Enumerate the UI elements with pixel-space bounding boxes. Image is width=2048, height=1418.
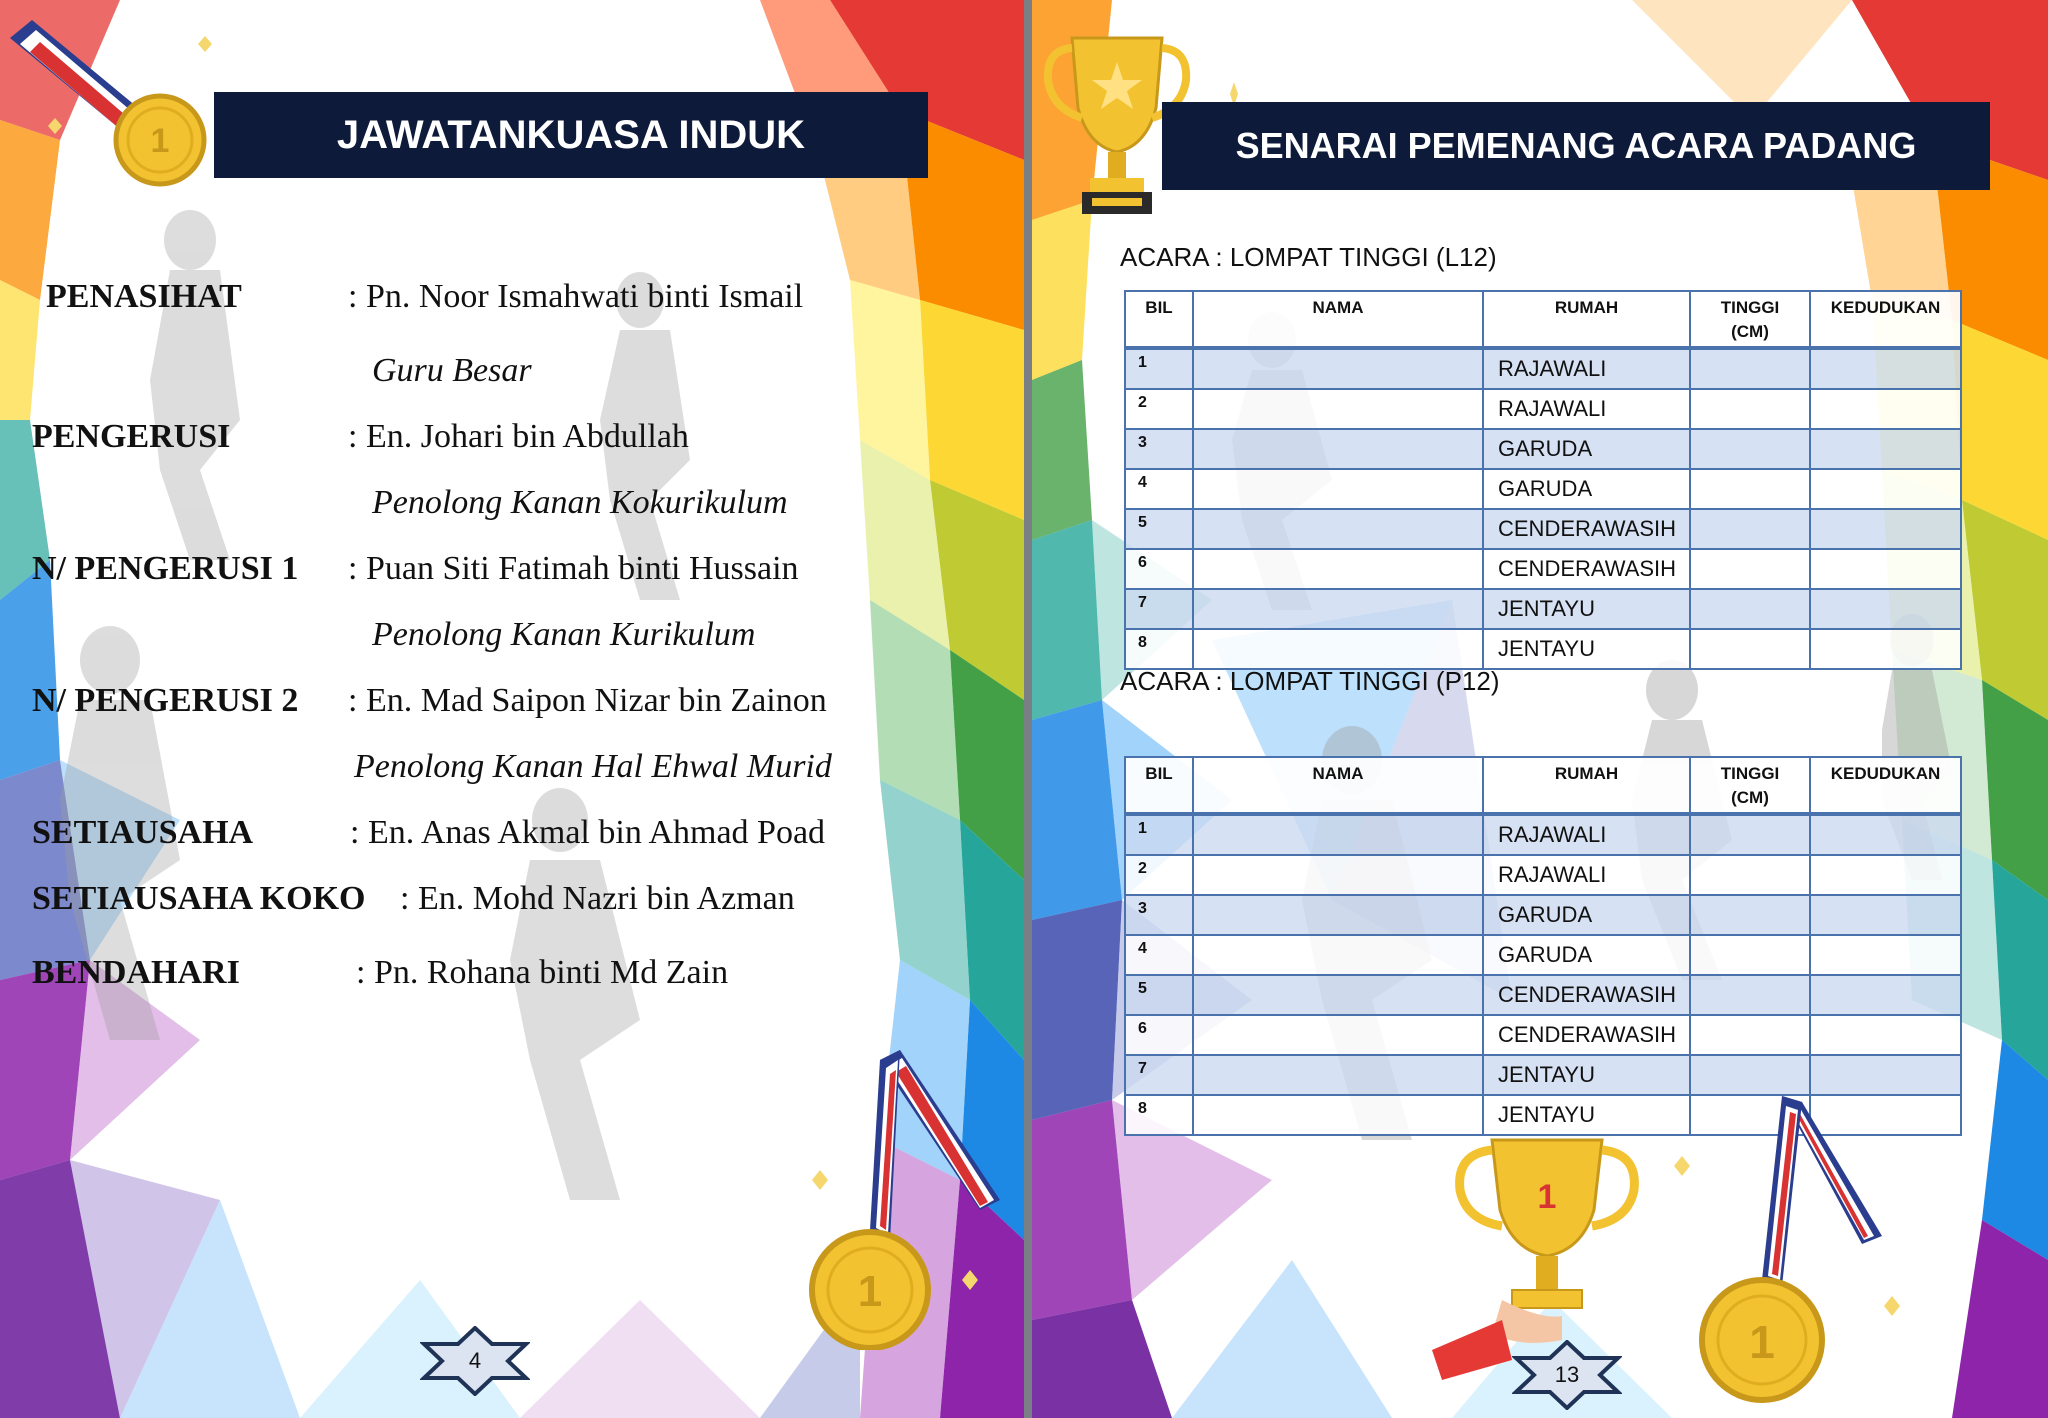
table-header-row <box>1125 757 1961 814</box>
table-row <box>1125 429 1961 469</box>
cell-bil: 7 <box>1125 589 1193 629</box>
cell-bil: 8 <box>1125 629 1193 669</box>
cell-tinggi[interactable] <box>1690 855 1810 895</box>
table-row <box>1125 549 1961 589</box>
svg-text:1: 1 <box>1749 1316 1775 1368</box>
cell-rumah: CENDERAWASIH <box>1483 549 1690 589</box>
cell-nama[interactable] <box>1193 895 1483 935</box>
cell-bil: 6 <box>1125 549 1193 589</box>
cell-tinggi[interactable] <box>1690 629 1810 669</box>
results-table-l12 <box>1124 290 1962 670</box>
cell-rumah: CENDERAWASIH <box>1483 509 1690 549</box>
cell-tinggi[interactable] <box>1690 469 1810 509</box>
cell-kedudukan[interactable] <box>1810 814 1961 855</box>
page-number: 13 <box>1554 1362 1580 1387</box>
cell-bil: 3 <box>1125 895 1193 935</box>
committee-role-setiausaha: SETIAUSAHA <box>32 814 254 851</box>
committee-name-penasihat: : Pn. Noor Ismahwati binti Ismail <box>348 278 804 315</box>
cell-tinggi[interactable] <box>1690 895 1810 935</box>
table-header-row <box>1125 291 1961 348</box>
committee-position-naib-pengerusi-1: Penolong Kanan Kurikulum <box>372 616 756 653</box>
cell-rumah: GARUDA <box>1483 469 1690 509</box>
cell-kedudukan[interactable] <box>1810 509 1961 549</box>
col-header-tinggi: TINGGI (CM) <box>1690 757 1810 814</box>
committee-name-setiausaha-koko: : En. Mohd Nazri bin Azman <box>400 880 795 917</box>
cell-tinggi[interactable] <box>1690 935 1810 975</box>
cell-kedudukan[interactable] <box>1810 1055 1961 1095</box>
cell-kedudukan[interactable] <box>1810 469 1961 509</box>
cell-kedudukan[interactable] <box>1810 429 1961 469</box>
cell-bil: 1 <box>1125 814 1193 855</box>
cell-tinggi[interactable] <box>1690 549 1810 589</box>
gold-medal-icon <box>800 1050 1020 1350</box>
cell-nama[interactable] <box>1193 814 1483 855</box>
gold-medal-icon <box>1652 1096 1912 1406</box>
cell-nama[interactable] <box>1193 855 1483 895</box>
committee-role-naib-pengerusi-1: N/ PENGERUSI 1 <box>32 550 299 587</box>
cell-tinggi[interactable] <box>1690 975 1810 1015</box>
cell-rumah: RAJAWALI <box>1483 855 1690 895</box>
committee-position-pengerusi: Penolong Kanan Kokurikulum <box>372 484 788 521</box>
col-header-bil: BIL <box>1125 757 1193 814</box>
svg-text:1: 1 <box>1537 1178 1557 1216</box>
cell-nama[interactable] <box>1193 1015 1483 1055</box>
committee-name-pengerusi: : En. Johari bin Abdullah <box>348 418 689 455</box>
col-header-tinggi: TINGGI (CM) <box>1690 291 1810 348</box>
cell-bil: 4 <box>1125 469 1193 509</box>
cell-nama[interactable] <box>1193 549 1483 589</box>
table-row <box>1125 589 1961 629</box>
cell-nama[interactable] <box>1193 389 1483 429</box>
cell-rumah: GARUDA <box>1483 429 1690 469</box>
table-row <box>1125 509 1961 549</box>
cell-bil: 6 <box>1125 1015 1193 1055</box>
committee-role-penasihat: PENASIHAT <box>46 278 242 315</box>
cell-nama[interactable] <box>1193 348 1483 389</box>
cell-nama[interactable] <box>1193 429 1483 469</box>
cell-kedudukan[interactable] <box>1810 589 1961 629</box>
cell-rumah: JENTAYU <box>1483 1095 1690 1135</box>
cell-bil: 4 <box>1125 935 1193 975</box>
cell-tinggi[interactable] <box>1690 589 1810 629</box>
committee-position-naib-pengerusi-2: Penolong Kanan Hal Ehwal Murid <box>354 748 832 785</box>
cell-tinggi[interactable] <box>1690 348 1810 389</box>
col-header-nama: NAMA <box>1193 291 1483 348</box>
cell-nama[interactable] <box>1193 509 1483 549</box>
committee-role-bendahari: BENDAHARI <box>32 954 240 991</box>
page-title: JAWATANKUASA INDUK <box>214 92 928 178</box>
cell-rumah: CENDERAWASIH <box>1483 1015 1690 1055</box>
svg-text:1: 1 <box>857 1267 883 1316</box>
table-row <box>1125 1055 1961 1095</box>
cell-bil: 2 <box>1125 389 1193 429</box>
cell-rumah: GARUDA <box>1483 895 1690 935</box>
committee-role-naib-pengerusi-2: N/ PENGERUSI 2 <box>32 682 299 719</box>
committee-position-penasihat: Guru Besar <box>372 352 532 389</box>
committee-name-naib-pengerusi-1: : Puan Siti Fatimah binti Hussain <box>348 550 799 587</box>
cell-kedudukan[interactable] <box>1810 549 1961 589</box>
committee-name-setiausaha: : En. Anas Akmal bin Ahmad Poad <box>350 814 826 851</box>
table-row <box>1125 814 1961 855</box>
cell-rumah: CENDERAWASIH <box>1483 975 1690 1015</box>
cell-tinggi[interactable] <box>1690 1055 1810 1095</box>
col-header-bil: BIL <box>1125 291 1193 348</box>
committee-role-pengerusi: PENGERUSI <box>32 418 231 455</box>
cell-bil: 5 <box>1125 509 1193 549</box>
results-table-p12 <box>1124 756 1962 1136</box>
table-row <box>1125 855 1961 895</box>
cell-bil: 1 <box>1125 348 1193 389</box>
cell-kedudukan[interactable] <box>1810 975 1961 1015</box>
cell-kedudukan[interactable] <box>1810 1015 1961 1055</box>
right-page <box>1032 0 2048 1418</box>
cell-nama[interactable] <box>1193 589 1483 629</box>
cell-rumah: RAJAWALI <box>1483 389 1690 429</box>
cell-rumah: RAJAWALI <box>1483 814 1690 855</box>
cell-rumah: RAJAWALI <box>1483 348 1690 389</box>
cell-nama[interactable] <box>1193 469 1483 509</box>
cell-tinggi[interactable] <box>1690 814 1810 855</box>
col-header-rumah: RUMAH <box>1483 757 1690 814</box>
page-title: SENARAI PEMENANG ACARA PADANG <box>1162 102 1990 190</box>
cell-kedudukan[interactable] <box>1810 389 1961 429</box>
cell-nama[interactable] <box>1193 1055 1483 1095</box>
committee-name-naib-pengerusi-2: : En. Mad Saipon Nizar bin Zainon <box>348 682 827 719</box>
cell-tinggi[interactable] <box>1690 509 1810 549</box>
cell-kedudukan[interactable] <box>1810 935 1961 975</box>
cell-bil: 3 <box>1125 429 1193 469</box>
table-row <box>1125 348 1961 389</box>
cell-tinggi[interactable] <box>1690 429 1810 469</box>
table-row <box>1125 629 1961 669</box>
cell-kedudukan[interactable] <box>1810 629 1961 669</box>
committee-name-bendahari: : Pn. Rohana binti Md Zain <box>356 954 729 991</box>
cell-rumah: GARUDA <box>1483 935 1690 975</box>
col-header-rumah: RUMAH <box>1483 291 1690 348</box>
cell-bil: 5 <box>1125 975 1193 1015</box>
cell-tinggi[interactable] <box>1690 389 1810 429</box>
cell-kedudukan[interactable] <box>1810 348 1961 389</box>
svg-text:1: 1 <box>150 122 170 160</box>
cell-rumah: JENTAYU <box>1483 629 1690 669</box>
cell-kedudukan[interactable] <box>1810 895 1961 935</box>
table-row <box>1125 895 1961 935</box>
table-row <box>1125 1015 1961 1055</box>
cell-nama[interactable] <box>1193 935 1483 975</box>
page-number-badge <box>1512 1340 1622 1410</box>
cell-rumah: JENTAYU <box>1483 589 1690 629</box>
table-row <box>1125 935 1961 975</box>
table-row <box>1125 389 1961 429</box>
cell-tinggi[interactable] <box>1690 1015 1810 1055</box>
col-header-kedudukan: KEDUDUKAN <box>1810 291 1961 348</box>
event-title-p12: ACARA : LOMPAT TINGGI (P12) <box>1120 666 1500 696</box>
cell-bil: 8 <box>1125 1095 1193 1135</box>
col-header-nama: NAMA <box>1193 757 1483 814</box>
cell-nama[interactable] <box>1193 629 1483 669</box>
cell-nama[interactable] <box>1193 975 1483 1015</box>
committee-role-setiausaha-koko: SETIAUSAHA KOKO <box>32 880 366 917</box>
table-row <box>1125 469 1961 509</box>
page-number-badge <box>420 1326 530 1396</box>
cell-bil: 2 <box>1125 855 1193 895</box>
col-header-kedudukan: KEDUDUKAN <box>1810 757 1961 814</box>
cell-bil: 7 <box>1125 1055 1193 1095</box>
table-row <box>1125 975 1961 1015</box>
page-number: 4 <box>468 1348 482 1373</box>
event-title-l12: ACARA : LOMPAT TINGGI (L12) <box>1120 242 1497 272</box>
cell-rumah: JENTAYU <box>1483 1055 1690 1095</box>
cell-kedudukan[interactable] <box>1810 855 1961 895</box>
